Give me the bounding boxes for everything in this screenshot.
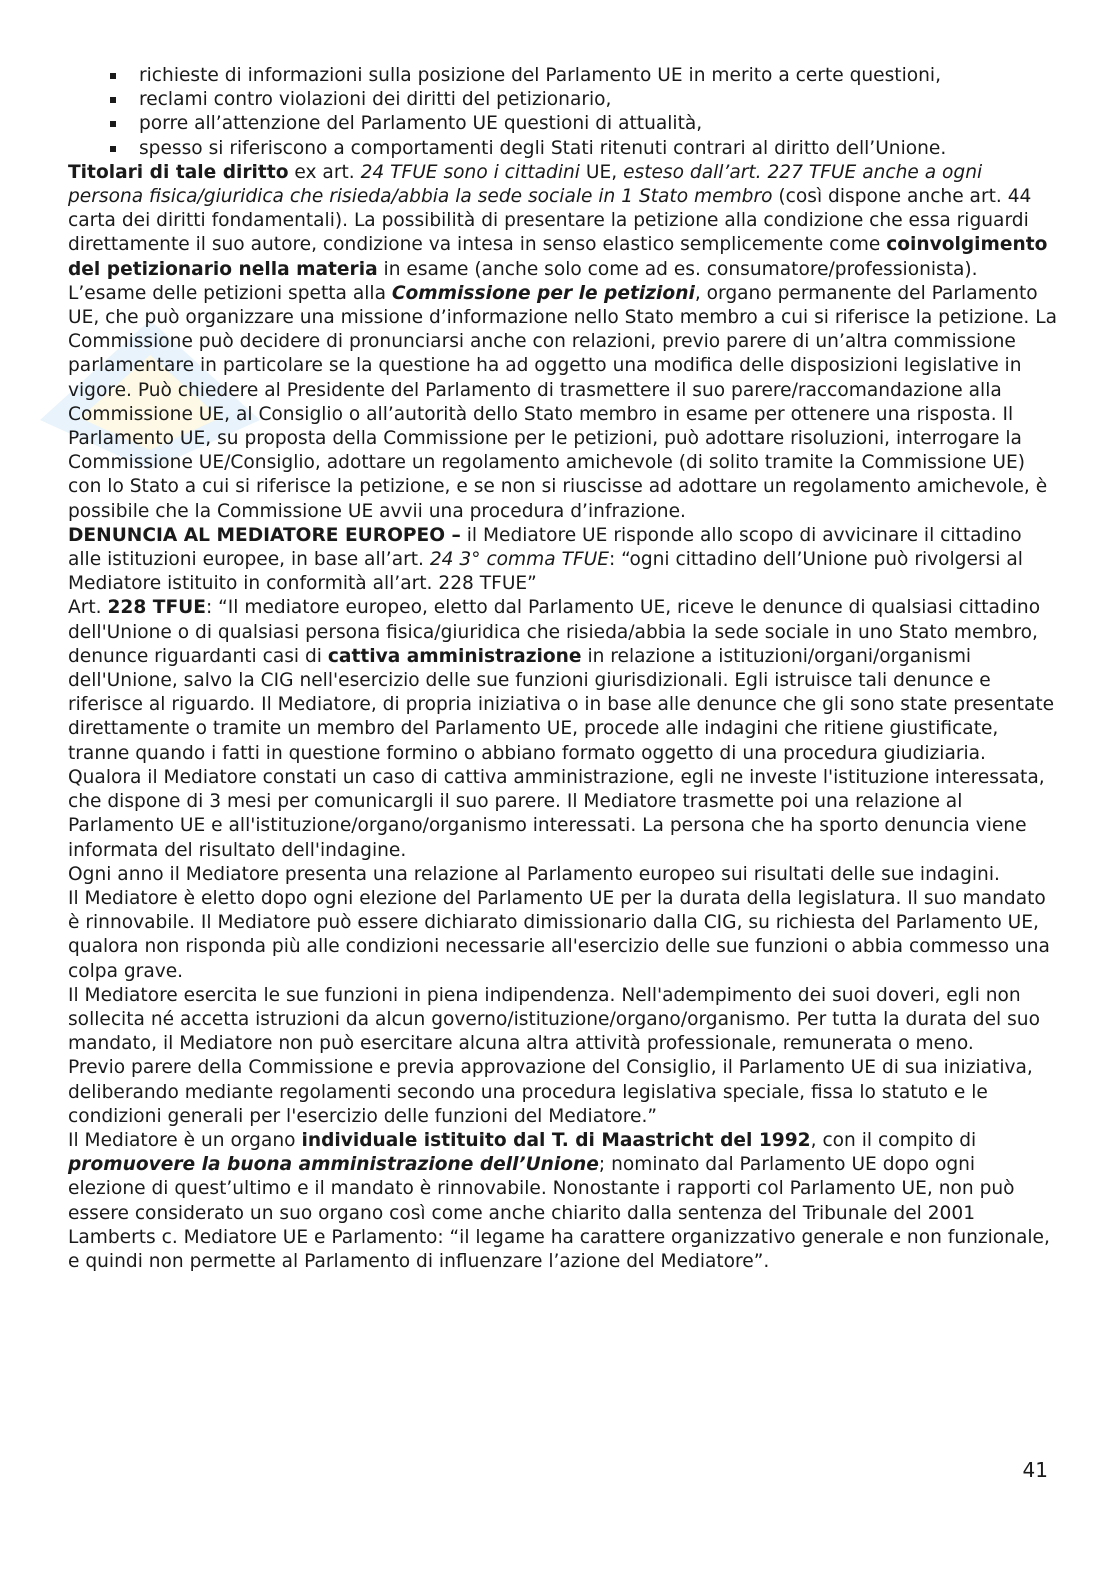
paragraph-indipendenza: Il Mediatore esercita le sue funzioni in piena indipendenza. Nell'adempimento dei suoi doveri, egli non sollecita né accetta istruzioni da alcun governo/istituzione/organo/organismo. Per tutta la durata del suo mandato, il Mediatore non può esercitare alcuna altra attività professionale, remunerata o meno. <box>68 984 1040 1055</box>
text-run: Il Mediatore è un organo <box>68 1129 302 1151</box>
bullet-list <box>68 64 1058 161</box>
text-run: L’esame delle petizioni spetta alla <box>68 282 392 304</box>
section-heading: DENUNCIA AL MEDIATORE EUROPEO – <box>68 524 461 546</box>
square-bullet-icon <box>110 97 116 103</box>
paragraph-commissione-petizioni <box>68 282 1058 524</box>
italic-text: 24 TFUE sono i cittadini <box>360 161 580 183</box>
bold-text: individuale istituito dal T. di Maastricht del 1992 <box>301 1129 811 1151</box>
text-run: , con il compito di <box>810 1129 977 1151</box>
bold-italic-text: promuovere la buona amministrazione dell’Unione <box>68 1154 599 1176</box>
square-bullet-icon <box>110 121 116 127</box>
bold-text: cattiva amministrazione <box>327 645 582 667</box>
text-run: : “Il mediatore europeo, eletto dal Parlamento UE, riceve le denunce di qualsiasi cittadino dell'Unione o di qualsiasi persona fisica/giuridica che risieda/abbia la sede sociale in uno Stato membro, denunce riguardanti casi di <box>68 597 1041 667</box>
text-run: (così dispone anche art. 44 carta dei diritti fondamentali). La possibilità di presentare la petizione alla condizione che essa riguardi direttamente il suo autore, condizione va intesa in senso elastico semplicemente come <box>68 186 1032 256</box>
list-item-text: spesso si riferiscono a comportamenti degli Stati ritenuti contrari al diritto dell’Unione. <box>139 137 947 159</box>
list-item <box>68 88 1058 112</box>
paragraph-titolari <box>68 161 1058 282</box>
text-run: in esame (anche solo come ad es. consumatore/professionista). <box>377 258 978 280</box>
paragraph-denuncia-mediatore <box>68 524 1058 597</box>
list-item-text: porre all’attenzione del Parlamento UE questioni di attualità, <box>139 113 703 135</box>
list-item <box>68 137 1058 161</box>
italic-text: esteso dall’art. 227 TFUE anche a ogni persona fisica/giuridica che risieda/abbia la sede sociale in 1 Stato membro <box>68 161 983 208</box>
text-run: ex art. <box>288 161 361 183</box>
document-page <box>68 64 1058 1274</box>
paragraph-statuto: Previo parere della Commissione e previa approvazione del Consiglio, il Parlamento UE di sua iniziativa, deliberando mediante regolamenti secondo una procedura legislativa speciale, fissa lo statuto e le condizioni generali per l'esercizio delle funzioni del Mediatore.” <box>68 1057 1033 1127</box>
bold-italic-text: Commissione per le petizioni <box>391 282 695 304</box>
paragraph-elezione-mediatore: Il Mediatore è eletto dopo ogni elezione del Parlamento UE per la durata della legislatura. Il suo mandato è rinnovabile. Il Mediatore può essere dichiarato dimissionario dalla CIG, su richiesta del Parlamento UE, qualora non risponda più alle condizioni necessarie all'esercizio delle sue funzioni o abbia commesso una colpa grave. <box>68 887 1050 982</box>
paragraph-relazione-annuale: Ogni anno il Mediatore presenta una relazione al Parlamento europeo sui risultati delle sue indagini. <box>68 863 1000 885</box>
square-bullet-icon <box>110 73 116 79</box>
text-run: UE, <box>579 161 624 183</box>
list-item-text: reclami contro violazioni dei diritti del petizionario, <box>139 89 612 111</box>
page-number: 41 <box>1022 1458 1048 1482</box>
text-run: in relazione a istituzioni/organi/organismi dell'Unione, salvo la CIG nell'esercizio delle sue funzioni giurisdizionali. Egli istruisce tali denunce e riferisce al riguardo. Il Mediatore, di propria iniziativa o in base alle denunce che gli sono state presentate direttamente o tramite un membro del Parlamento UE, procede alle indagini che ritiene giustificate, tranne quando i fatti in questione formino o abbiano formato oggetto di una procedura giudiziaria. Qualora il Mediatore constati un caso di cattiva amministrazione, egli ne investe l'istituzione interessata, che dispone di 3 mesi per comunicargli il suo parere. Il Mediatore trasmette poi una relazione al Parlamento UE e all'istituzione/organo/organismo interessati. La persona che ha sporto denuncia viene informata del risultato dell'indagine. <box>68 645 1055 861</box>
paragraph-art-228 <box>68 596 1058 862</box>
list-item <box>68 64 1058 88</box>
bold-text: 228 TFUE <box>107 597 206 619</box>
square-bullet-icon <box>110 146 116 152</box>
list-item <box>68 112 1058 136</box>
paragraph-organo-individuale <box>68 1129 1058 1274</box>
text-run: , organo permanente del Parlamento UE, che può organizzare una missione d’informazione nello Stato membro a cui si riferisce la petizione. La Commissione può decidere di pronunciarsi anche con relazioni, previo parere di un’altra commissione parlamentare in particolare se la questione ha ad oggetto una modifica delle disposizioni legislative in vigore. Può chiedere al Presidente del Parlamento di trasmettere il suo parere/raccomandazione alla Commissione UE, al Consiglio o all’autorità dello Stato membro in esame per ottenere una risposta. Il Parlamento UE, su proposta della Commissione per le petizioni, può adottare risoluzioni, interrogare la Commissione UE/Consiglio, adottare un regolamento amichevole (di solito tramite la Commissione UE) con lo Stato a cui si riferisce la petizione, e se non si riuscisse ad adottare un regolamento amichevole, è possibile che la Commissione UE avvii una procedura d’infrazione. <box>68 282 1057 522</box>
text-run: ; nominato dal Parlamento UE dopo ogni elezione di quest’ultimo e il mandato è rinnovabile. Nonostante i rapporti col Parlamento UE, non può essere considerato un suo organo così come anche chiarito dalla sentenza del Tribunale del 2001 Lamberts c. Mediatore UE e Parlamento: “il legame ha carattere organizzativo generale e non funzionale, e quindi non permette al Parlamento di influenzare l’azione del Mediatore”. <box>68 1154 1050 1272</box>
italic-text: 24 3° comma TFUE <box>429 549 609 571</box>
text-run: il Mediatore UE risponde allo scopo di avvicinare il cittadino alle istituzioni europee, in base all’art. <box>68 524 1022 571</box>
text-run: : “ogni cittadino dell’Unione può rivolgersi al Mediatore istituito in conformità all’art. 228 TFUE” <box>68 549 1023 595</box>
bold-text: coinvolgimento del petizionario nella materia <box>68 234 1048 280</box>
bold-text: Titolari di tale diritto <box>68 161 289 183</box>
text-run: Art. <box>68 597 108 619</box>
list-item-text: richieste di informazioni sulla posizione del Parlamento UE in merito a certe questioni, <box>139 65 942 86</box>
